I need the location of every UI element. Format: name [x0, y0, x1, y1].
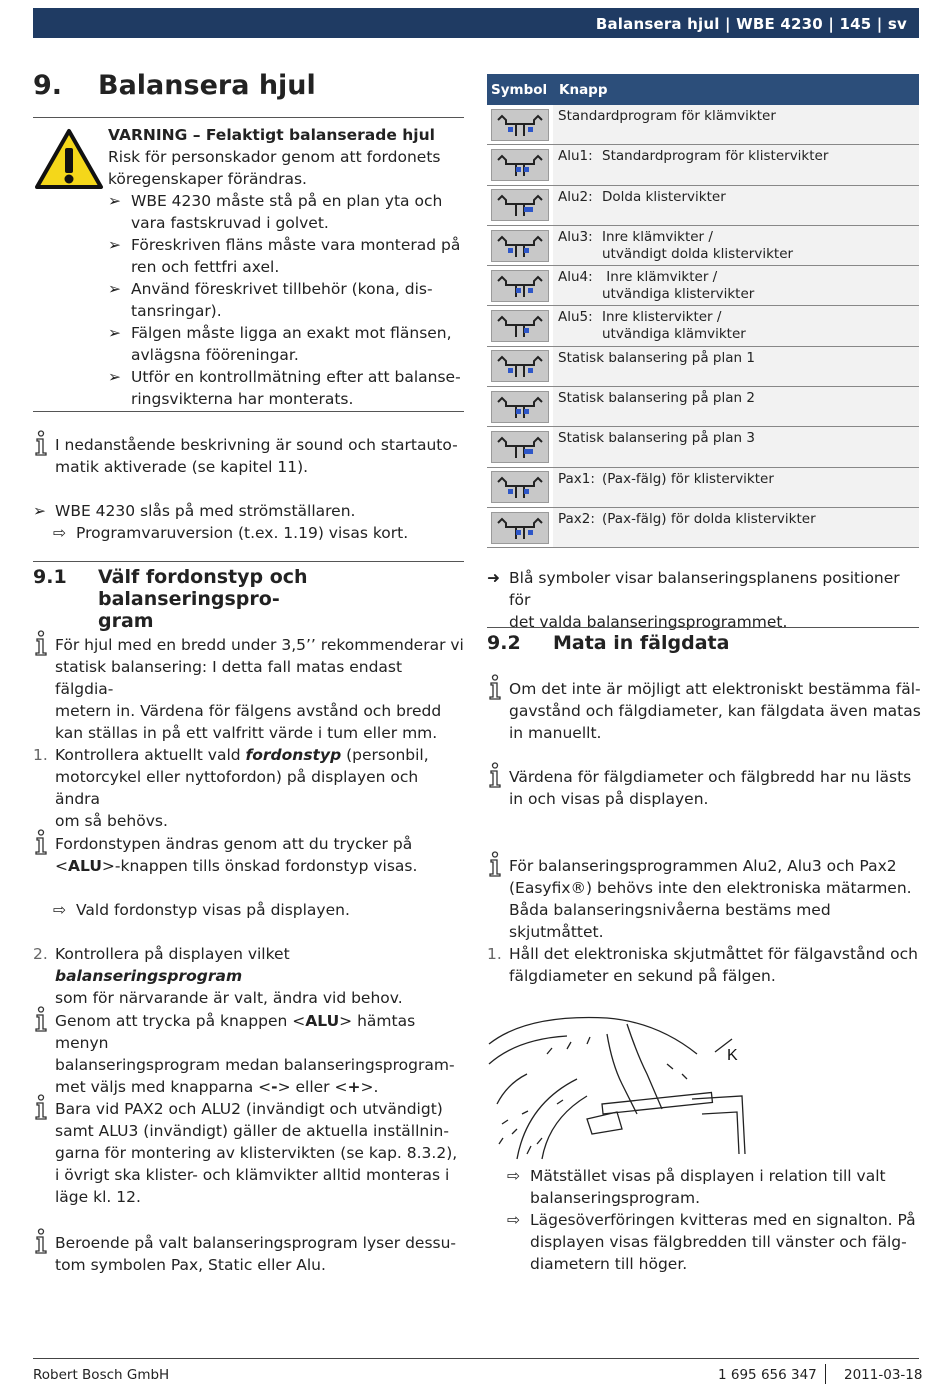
- table-row: [487, 266, 919, 306]
- text-line: I nedanstående beskrivning är sound och startauto-: [55, 436, 458, 454]
- arrow-icon: ➢: [33, 502, 46, 520]
- bullet-line: avlägsna fööreningar.: [131, 346, 299, 364]
- rim-program-icon: [491, 471, 549, 503]
- program-description: [602, 229, 793, 265]
- text-span: > eller <: [277, 1078, 348, 1096]
- program-description: [558, 108, 776, 144]
- warning-bullet: [108, 278, 464, 322]
- text-line: garna för montering av klistervikten (se kap. 8.3.2),: [55, 1144, 458, 1162]
- info-icon: [33, 1006, 49, 1032]
- program-description: [602, 148, 828, 184]
- text-line: gavstånd och fälgdiameter, kan fälgdata även matas: [509, 702, 921, 720]
- footer-docnum: 1 695 656 347: [718, 1367, 817, 1383]
- info-text: [509, 678, 921, 744]
- text-line: matik aktiverade (se kapitel 11).: [55, 458, 309, 476]
- rim-program-icon: [491, 109, 549, 141]
- description-line: Inre klämvikter /: [602, 228, 713, 245]
- bullet-line: ren och fettfri axel.: [131, 258, 280, 276]
- warning-bullet: [108, 234, 464, 278]
- section-number: 9.: [33, 70, 63, 101]
- table-row: [487, 347, 919, 387]
- warning-title: VARNING – Felaktigt balanserade hjul: [108, 126, 435, 144]
- info-text: [55, 634, 465, 744]
- start-step: [33, 500, 463, 544]
- symbol-cell: [487, 226, 553, 265]
- text-line: Mätstället visas på displayen i relation till valt: [530, 1167, 886, 1185]
- symbol-cell: [487, 145, 553, 184]
- description-line: (Pax-fälg) för dolda klistervikter: [602, 510, 816, 527]
- info-text: [55, 434, 465, 478]
- section-title: Balansera hjul: [98, 70, 316, 101]
- info-text: [55, 1010, 465, 1098]
- text-line: metern in. Värdena för fälgens avstånd och bredd: [55, 702, 442, 720]
- text-line: Fordonstypen ändras genom att du trycker på: [55, 835, 413, 853]
- bullet-line: Fälgen måste ligga an exakt mot flänsen,: [131, 324, 452, 342]
- rim-program-icon: [491, 270, 549, 302]
- arrow-icon: ➢: [108, 368, 121, 386]
- program-label: Alu5:: [558, 309, 593, 326]
- arrow-icon: ➢: [108, 236, 121, 254]
- info-text: [509, 766, 921, 810]
- symbol-cell: [487, 468, 553, 507]
- text-line: displayen visas fälgbredden till vänster och fälg-: [530, 1233, 907, 1251]
- program-label: Alu1:: [558, 148, 593, 165]
- bullet-line: Utför en kontrollmätning efter att balanse-: [131, 368, 461, 386]
- text-span: (personbil,: [341, 746, 429, 764]
- text-line: [55, 744, 465, 766]
- figure-label: K: [727, 1047, 738, 1064]
- rim-program-icon: [491, 431, 549, 463]
- footer-separator: [825, 1364, 826, 1384]
- program-description: [558, 430, 755, 466]
- key-cell: [553, 186, 726, 225]
- section-number: 9.2: [487, 632, 521, 654]
- text-line: Båda balanseringsnivåerna bestäms med skjutmåttet.: [509, 901, 831, 941]
- table-header: [487, 74, 919, 105]
- text-span: Genom att trycka på knappen <: [55, 1012, 306, 1030]
- table-row: [487, 226, 919, 266]
- program-description: [602, 269, 754, 305]
- key-name: ALU: [68, 857, 102, 875]
- step-number: 1.: [33, 746, 48, 764]
- table-row: [487, 387, 919, 427]
- warning-bullet: [108, 366, 464, 410]
- text-line: tom symbolen Pax, Static eller Alu.: [55, 1256, 326, 1274]
- table-row: [487, 306, 919, 346]
- description-line: Standardprogram för klämvikter: [558, 108, 776, 124]
- text-line: Håll det elektroniska skjutmåttet för fälgavstånd och: [509, 945, 918, 963]
- step-item: [33, 744, 465, 832]
- text-line: statisk balansering: I detta fall matas endast fälgdia-: [55, 658, 403, 698]
- footer-date: 2011-03-18: [844, 1367, 923, 1383]
- program-label: Pax1:: [558, 470, 595, 487]
- symbol-cell: [487, 508, 553, 547]
- text-line: om så behövs.: [55, 812, 168, 830]
- program-description: [602, 309, 746, 345]
- bullet-line: Använd föreskrivet tillbehör (kona, dis-: [131, 280, 433, 298]
- program-description: [602, 189, 726, 225]
- key-cell: [553, 105, 776, 144]
- warning-bullet: [108, 190, 464, 234]
- key-cell: [553, 266, 754, 305]
- program-label: Pax2:: [558, 510, 595, 527]
- rim-program-icon: [491, 189, 549, 221]
- header-bar: [33, 8, 919, 38]
- text-line: Bara vid PAX2 och ALU2 (invändigt och utvändigt): [55, 1100, 443, 1118]
- description-line: utvändiga klämvikter: [602, 326, 746, 343]
- text-line: (Easyfix®) behövs inte den elektroniska mätarmen.: [509, 879, 912, 897]
- description-line: Inre klämvikter /: [602, 269, 718, 286]
- text-line: För hjul med en bredd under 3,5’’ rekommenderar vi: [55, 636, 464, 654]
- key-cell: [553, 347, 755, 386]
- text-line: Beroende på valt balanseringsprogram lyser dessu-: [55, 1234, 457, 1252]
- symbol-cell: [487, 387, 553, 426]
- table-row: [487, 427, 919, 467]
- text-line: Värdena för fälgdiameter och fälgbredd har nu lästs: [509, 768, 912, 786]
- arrow-icon: ➢: [108, 324, 121, 342]
- rim-program-icon: [491, 230, 549, 262]
- text-line: balanseringsprogram medan balanseringsprogram-: [55, 1056, 455, 1074]
- text-line: motorcykel eller nyttofordon) på displayen och ändra: [55, 768, 419, 808]
- title-line: Välf fordonstyp och balanseringspro-: [98, 566, 308, 610]
- divider: [33, 411, 464, 412]
- header-key: Knapp: [559, 81, 608, 98]
- text-line: WBE 4230 slås på med strömställaren.: [55, 502, 356, 520]
- description-line: Statisk balansering på plan 3: [558, 430, 755, 447]
- text-line: läge kl. 12.: [55, 1188, 141, 1206]
- program-description: [558, 390, 755, 426]
- key-cell: [553, 387, 755, 426]
- info-icon: [487, 674, 503, 700]
- rim-program-icon: [491, 391, 549, 423]
- warning-icon: [34, 128, 104, 190]
- symbol-cell: [487, 306, 553, 345]
- key-cell: [553, 427, 755, 466]
- description-line: utvändigt dolda klistervikter: [602, 245, 794, 262]
- key-cell: [553, 508, 816, 547]
- info-icon: [33, 1228, 49, 1254]
- warning-block: [108, 124, 464, 410]
- text-line: det valda balanseringsprogrammet.: [509, 613, 788, 631]
- bullet-line: Föreskriven fläns måste vara monterad på: [131, 236, 461, 254]
- symbol-cell: [487, 347, 553, 386]
- text-line: i övrigt ska klister- och klämvikter alltid monteras i: [55, 1166, 450, 1184]
- result-list: [507, 1165, 919, 1275]
- text-line: balanseringsprogram.: [530, 1189, 701, 1207]
- description-line: utvändiga klistervikter: [602, 286, 755, 303]
- text-line: kan ställas in på ett valfritt värde i tum eller mm.: [55, 724, 438, 742]
- description-line: Dolda klistervikter: [602, 188, 726, 205]
- header-symbol: Symbol: [491, 81, 548, 98]
- result-item: [53, 899, 463, 921]
- step-number: 2.: [33, 945, 48, 963]
- step-number: 1.: [487, 945, 502, 963]
- step-item: [487, 943, 919, 987]
- right-arrow-icon: ➜: [487, 569, 500, 587]
- key-cell: [553, 145, 828, 184]
- text-line: [55, 1076, 465, 1098]
- key-name: +: [347, 1078, 361, 1096]
- program-label: Alu4:: [558, 269, 593, 286]
- text-line: diametern till höger.: [530, 1255, 688, 1273]
- text-line: [55, 855, 465, 877]
- arrow-icon: ➢: [108, 280, 121, 298]
- text-line: in och visas på displayen.: [509, 790, 709, 808]
- text-line: [55, 1010, 465, 1054]
- divider: [33, 561, 464, 562]
- key-name: ALU: [305, 1012, 340, 1030]
- warning-bullet: [108, 322, 464, 366]
- symbol-cell: [487, 105, 553, 144]
- caliper-figure: [487, 1004, 747, 1162]
- section-title: [98, 566, 468, 632]
- emphasis: balanseringsprogram: [55, 967, 243, 985]
- rim-program-icon: [491, 350, 549, 382]
- result-arrow-icon: ⇨: [507, 1167, 520, 1185]
- bullet-line: ringsvikterna har monterats.: [131, 390, 354, 408]
- result-arrow-icon: ⇨: [507, 1211, 520, 1229]
- text-line: som för närvarande är valt, ändra vid behov.: [55, 989, 403, 1007]
- header-text: Balansera hjul | WBE 4230 | 145 | sv: [595, 15, 907, 33]
- divider: [487, 627, 919, 628]
- text-line: Lägesöverföringen kvitteras med en signalton. På: [530, 1211, 916, 1229]
- text-span: > hämtas menyn: [55, 1012, 416, 1052]
- text-line: fälgdiameter en sekund på fälgen.: [509, 967, 776, 985]
- text-span: >-knappen tills önskad fordonstyp visas.: [101, 857, 418, 875]
- rim-program-icon: [491, 512, 549, 544]
- key-cell: [553, 468, 774, 507]
- table-row: [487, 508, 919, 548]
- description-line: (Pax-fälg) för klistervikter: [602, 470, 774, 487]
- info-text: [55, 1098, 465, 1208]
- info-icon: [487, 762, 503, 788]
- arrow-icon: ➢: [108, 192, 121, 210]
- key-cell: [553, 306, 746, 345]
- table-row: [487, 186, 919, 226]
- note-block: [487, 567, 919, 633]
- info-text: [55, 833, 465, 877]
- key-name: -: [271, 1078, 278, 1096]
- table-row: [487, 145, 919, 185]
- emphasis: fordonstyp: [245, 746, 342, 764]
- text-line: Vald fordonstyp visas på displayen.: [76, 901, 350, 919]
- info-text: [509, 855, 921, 943]
- program-label: Alu3:: [558, 228, 593, 245]
- text-span: <: [55, 857, 68, 875]
- text-line: För balanseringsprogrammen Alu2, Alu3 och Pax2: [509, 857, 897, 875]
- program-description: [558, 350, 755, 386]
- description-line: Inre klistervikter /: [602, 309, 722, 326]
- bullet-line: tansringar).: [131, 302, 222, 320]
- warning-line: köregenskaper förändras.: [108, 170, 307, 188]
- footer-divider: [33, 1358, 919, 1359]
- text-line: Blå symboler visar balanseringsplanens positioner för: [509, 569, 900, 609]
- text-line: in manuellt.: [509, 724, 602, 742]
- key-cell: [553, 226, 793, 265]
- section-number: 9.1: [33, 566, 67, 588]
- text-span: Kontrollera på displayen vilket: [55, 945, 290, 963]
- rim-program-icon: [491, 149, 549, 181]
- title-line: gram: [98, 610, 154, 632]
- text-span: Kontrollera aktuellt vald: [55, 746, 246, 764]
- program-label: Alu2:: [558, 188, 593, 205]
- rim-program-icon: [491, 310, 549, 342]
- text-span: >.: [360, 1078, 379, 1096]
- step-item: [33, 943, 465, 1009]
- info-icon: [487, 851, 503, 877]
- section-title: Mata in fälgdata: [553, 632, 730, 654]
- symbol-cell: [487, 186, 553, 225]
- text-line: Om det inte är möjligt att elektroniskt bestämma fäl-: [509, 680, 921, 698]
- symbol-cell: [487, 266, 553, 305]
- text-line: samt ALU3 (invändigt) gäller de aktuella inställnin-: [55, 1122, 449, 1140]
- program-description: [602, 511, 816, 547]
- table-row: [487, 105, 919, 145]
- program-description: [602, 471, 774, 507]
- text-line: [55, 943, 465, 987]
- result-arrow-icon: ⇨: [53, 524, 66, 542]
- footer-company: Robert Bosch GmbH: [33, 1367, 170, 1383]
- info-icon: [33, 630, 49, 656]
- description-line: Statisk balansering på plan 1: [558, 349, 755, 366]
- description-line: Statisk balansering på plan 2: [558, 390, 755, 407]
- description-line: Standardprogram för klistervikter: [602, 148, 829, 165]
- bullet-line: vara fastskruvad i golvet.: [131, 214, 329, 232]
- symbol-cell: [487, 427, 553, 466]
- balancing-program-table: [487, 74, 919, 548]
- info-icon: [33, 829, 49, 855]
- divider: [33, 117, 464, 118]
- text-span: met väljs med knapparna <: [55, 1078, 272, 1096]
- table-row: [487, 468, 919, 508]
- bullet-line: WBE 4230 måste stå på en plan yta och: [131, 192, 443, 210]
- warning-line: Risk för personskador genom att fordonets: [108, 148, 441, 166]
- text-line: Programvaruversion (t.ex. 1.19) visas kort.: [76, 524, 409, 542]
- info-icon: [33, 430, 49, 456]
- info-text: [55, 1232, 465, 1276]
- result-arrow-icon: ⇨: [53, 901, 66, 919]
- info-icon: [33, 1094, 49, 1120]
